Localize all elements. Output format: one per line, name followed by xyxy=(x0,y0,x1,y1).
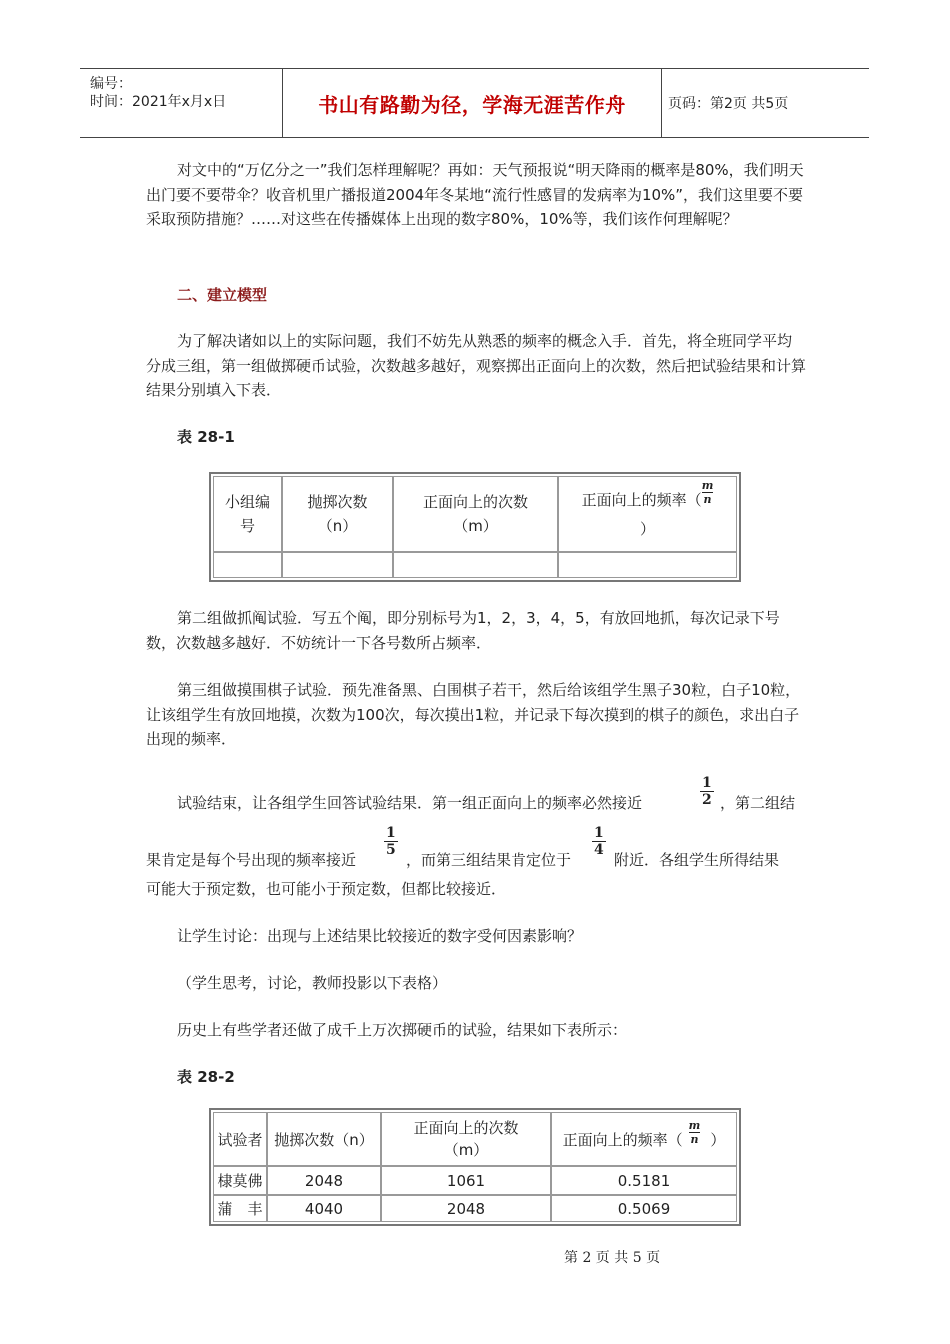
table1-header-heads: 正面向上的次数（m） xyxy=(393,476,558,552)
table-cell: 4040 xyxy=(267,1195,381,1222)
table-cell: 0.5181 xyxy=(551,1166,737,1195)
fraction-m-over-n: $\frac{m}{n}$ xyxy=(688,1118,701,1146)
table1-empty-cell xyxy=(282,552,393,578)
section-heading: 二、建立模型 xyxy=(177,286,268,304)
table1-label: 表 28-1 xyxy=(177,428,235,446)
table1-header-group: 小组编号 xyxy=(213,476,282,552)
paragraph-history: 历史上有些学者还做了成千上万次掷硬币的试验，结果如下表所示： xyxy=(177,1021,628,1039)
table-28-2 xyxy=(209,1108,741,1226)
header-page: 页码：第2页 共5页 xyxy=(668,96,789,112)
table-28-1 xyxy=(209,472,741,582)
paragraph-discussion: 让学生讨论：出现与上述结果比较接近的数字受何因素影响？ xyxy=(177,927,583,945)
table-cell: 0.5069 xyxy=(551,1195,737,1222)
table2-header-heads: 正面向上的次数（m） xyxy=(381,1112,551,1166)
table1-header-tosses: 抛掷次数（n） xyxy=(282,476,393,552)
page-header xyxy=(80,68,869,138)
paragraph-group2: 第二组做抓阄试验．写五个阄，即分别标号为1，2，3，4，5，有放回地抓，每次记录下号数，次数越多越好．不妨统计一下各号数所占频率． xyxy=(146,609,780,652)
table-cell: 2048 xyxy=(381,1195,551,1222)
header-meta xyxy=(80,69,283,137)
fraction-one-quarter: 1 4 xyxy=(594,825,604,858)
results-line2-start: 果肯定是每个号出现的频率接近 xyxy=(146,851,357,869)
table-cell: 2048 xyxy=(267,1166,381,1195)
table-row: 蒲 丰 xyxy=(213,1195,267,1222)
paragraph-projection: （学生思考，讨论，教师投影以下表格） xyxy=(177,974,448,992)
page-footer: 第 2 页 共 5 页 xyxy=(564,1250,661,1266)
fraction-m-over-n: $\frac{m}{n}$ xyxy=(701,479,714,506)
paragraph-model: 为了解决诸如以上的实际问题，我们不妨先从熟悉的频率的概念入手．首先，将全班同学平均分成三组，第一组做掷硬币试验，次数越多越好，观察掷出正面向上的次数，然后把试验结果和计算结果分别填入下表． xyxy=(146,332,807,399)
table1-empty-cell xyxy=(393,552,558,578)
table-cell: 1061 xyxy=(381,1166,551,1195)
header-time: 时间：2021年x月x日 xyxy=(90,94,227,110)
results-line2-end: 附近．各组学生所得结果 xyxy=(614,851,780,869)
header-number: 编号： xyxy=(90,76,132,92)
paragraph-intro: 对文中的“万亿分之一”我们怎样理解呢？再如：天气预报说“明天降雨的概率是80%，我们明天出门要不要带伞？收音机里广播报道2004年冬某地“流行性感冒的发病率为10%”，我们这里要不要采取预防措施？……对这些在传播媒体上出现的数字80%，10%等，我们该作何理解呢？ xyxy=(146,161,804,228)
table2-header-experimenter: 试验者 xyxy=(213,1112,267,1166)
table1-empty-cell xyxy=(558,552,737,578)
table2-label: 表 28-2 xyxy=(177,1068,235,1086)
header-motto: 书山有路勤为径，学海无涯苦作舟 xyxy=(283,69,662,137)
results-line3: 可能大于预定数，也可能小于预定数，但都比较接近． xyxy=(146,880,507,898)
table-row: 棣莫佛 xyxy=(213,1166,267,1195)
table1-header-frequency: 正面向上的频率（ $\frac{m}{n}$ ） xyxy=(558,476,737,552)
table1-empty-cell xyxy=(213,552,282,578)
fraction-one-fifth: 1 5 xyxy=(386,825,396,858)
fraction-one-half: 1 2 xyxy=(702,775,712,808)
table2-header-frequency: 正面向上的频率（ $\frac{m}{n}$ ） xyxy=(551,1112,737,1166)
table2-header-tosses: 抛掷次数（n） xyxy=(267,1112,381,1166)
paragraph-group3: 第三组做摸围棋子试验．预先准备黑、白围棋子若干，然后给该组学生黑子30粒，白子10粒，让该组学生有放回地摸，次数为100次，每次摸出1粒，并记录下每次摸到的棋子的颜色，求出白子出现的频率． xyxy=(146,681,801,748)
